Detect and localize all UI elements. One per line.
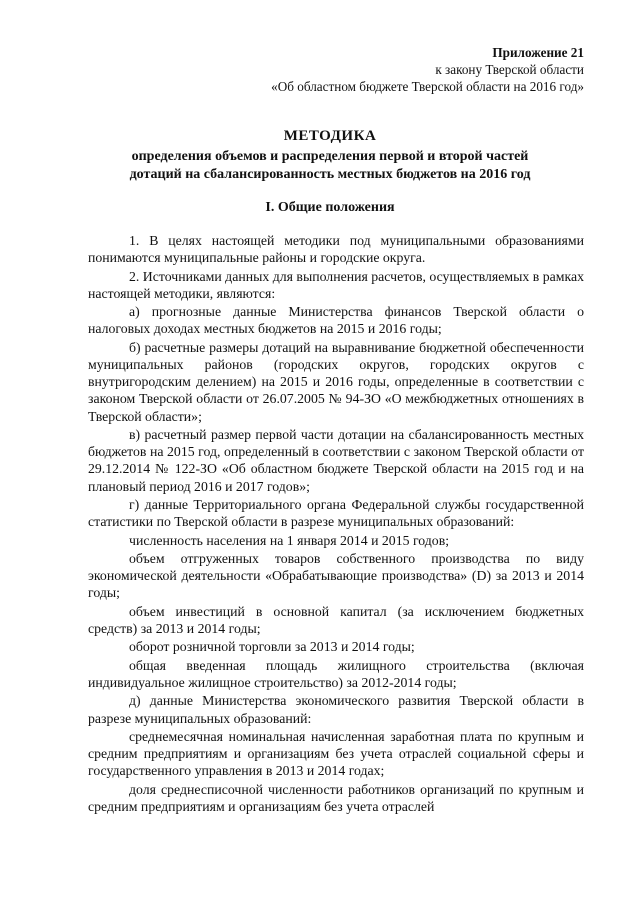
- appendix-number: Приложение 21: [492, 45, 584, 60]
- subtitle-line-2: дотаций на сбалансированность местных бюджетов на 2016 год: [129, 167, 531, 182]
- paragraph: 2. Источниками данных для выполнения расчетов, осуществляемых в рамках настоящей методики, являются:: [88, 268, 584, 301]
- paragraph: общая введенная площадь жилищного строительства (включая индивидуальное жилищное строительство) за 2012-2014 годы;: [88, 657, 584, 690]
- paragraph: г) данные Территориального органа Федеральной службы государственной статистики по Тверской области в разрезе муниципальных образований:: [88, 496, 584, 530]
- paragraph: а) прогнозные данные Министерства финансов Тверской области о налоговых доходах местных бюджетов на 2015 и 2016 годы;: [88, 304, 584, 337]
- section-heading: I. Общие положения: [265, 200, 395, 215]
- paragraph: доля среднесписочной численности работников организаций по крупным и средним предприятиям и организациям без учета отраслей: [88, 781, 584, 814]
- document-title: МЕТОДИКА: [283, 128, 377, 144]
- paragraph: 1. В целях настоящей методики под муниципальными образованиями понимаются муниципальные районы и городские округа.: [88, 233, 584, 266]
- document-body: [88, 232, 584, 816]
- document-subtitle: [60, 148, 600, 184]
- subtitle-line-1: определения объемов и распределения первой и второй частей: [131, 149, 529, 164]
- appendix-note: [271, 44, 584, 95]
- paragraph: в) расчетный размер первой части дотации на сбалансированность местных бюджетов на 2015 год, определенный в соответствии с законом Тверской области от 29.12.2014 № 122-ЗО «Об областном бюджете Тверской области на 2015 год и на плановый период 2016 и 2017 годов»;: [88, 426, 584, 494]
- paragraph: среднемесячная номинальная начисленная заработная плата по крупным и средним предприятиям и организациям без учета отраслей социальной сферы и государственного управления в 2013 и 2014 годах;: [88, 728, 584, 779]
- appendix-law-title: «Об областном бюджете Тверской области на 2016 год»: [271, 79, 584, 94]
- paragraph: оборот розничной торговли за 2013 и 2014 годы;: [129, 639, 415, 655]
- appendix-law-reference: к закону Тверской области: [435, 62, 584, 77]
- paragraph: объем отгруженных товаров собственного производства по виду экономической деятельности «Обрабатывающие производства» (D) за 2013 и 2014 годы;: [88, 550, 584, 601]
- paragraph: численность населения на 1 января 2014 и 2015 годов;: [129, 532, 450, 548]
- paragraph: д) данные Министерства экономического развития Тверской области в разрезе муниципальных образований:: [88, 693, 584, 726]
- paragraph: б) расчетные размеры дотаций на выравнивание бюджетной обеспеченности муниципальных районов (городских округов, городских округов с внутригородским делением) на 2015 и 2016 годы, определенные в соответствии с законом Тверской области от 26.07.2005 № 94-ЗО «О межбюджетных отношениях в Тверской области»;: [88, 339, 584, 424]
- paragraph: объем инвестиций в основной капитал (за исключением бюджетных средств) за 2013 и 2014 годы;: [88, 603, 584, 636]
